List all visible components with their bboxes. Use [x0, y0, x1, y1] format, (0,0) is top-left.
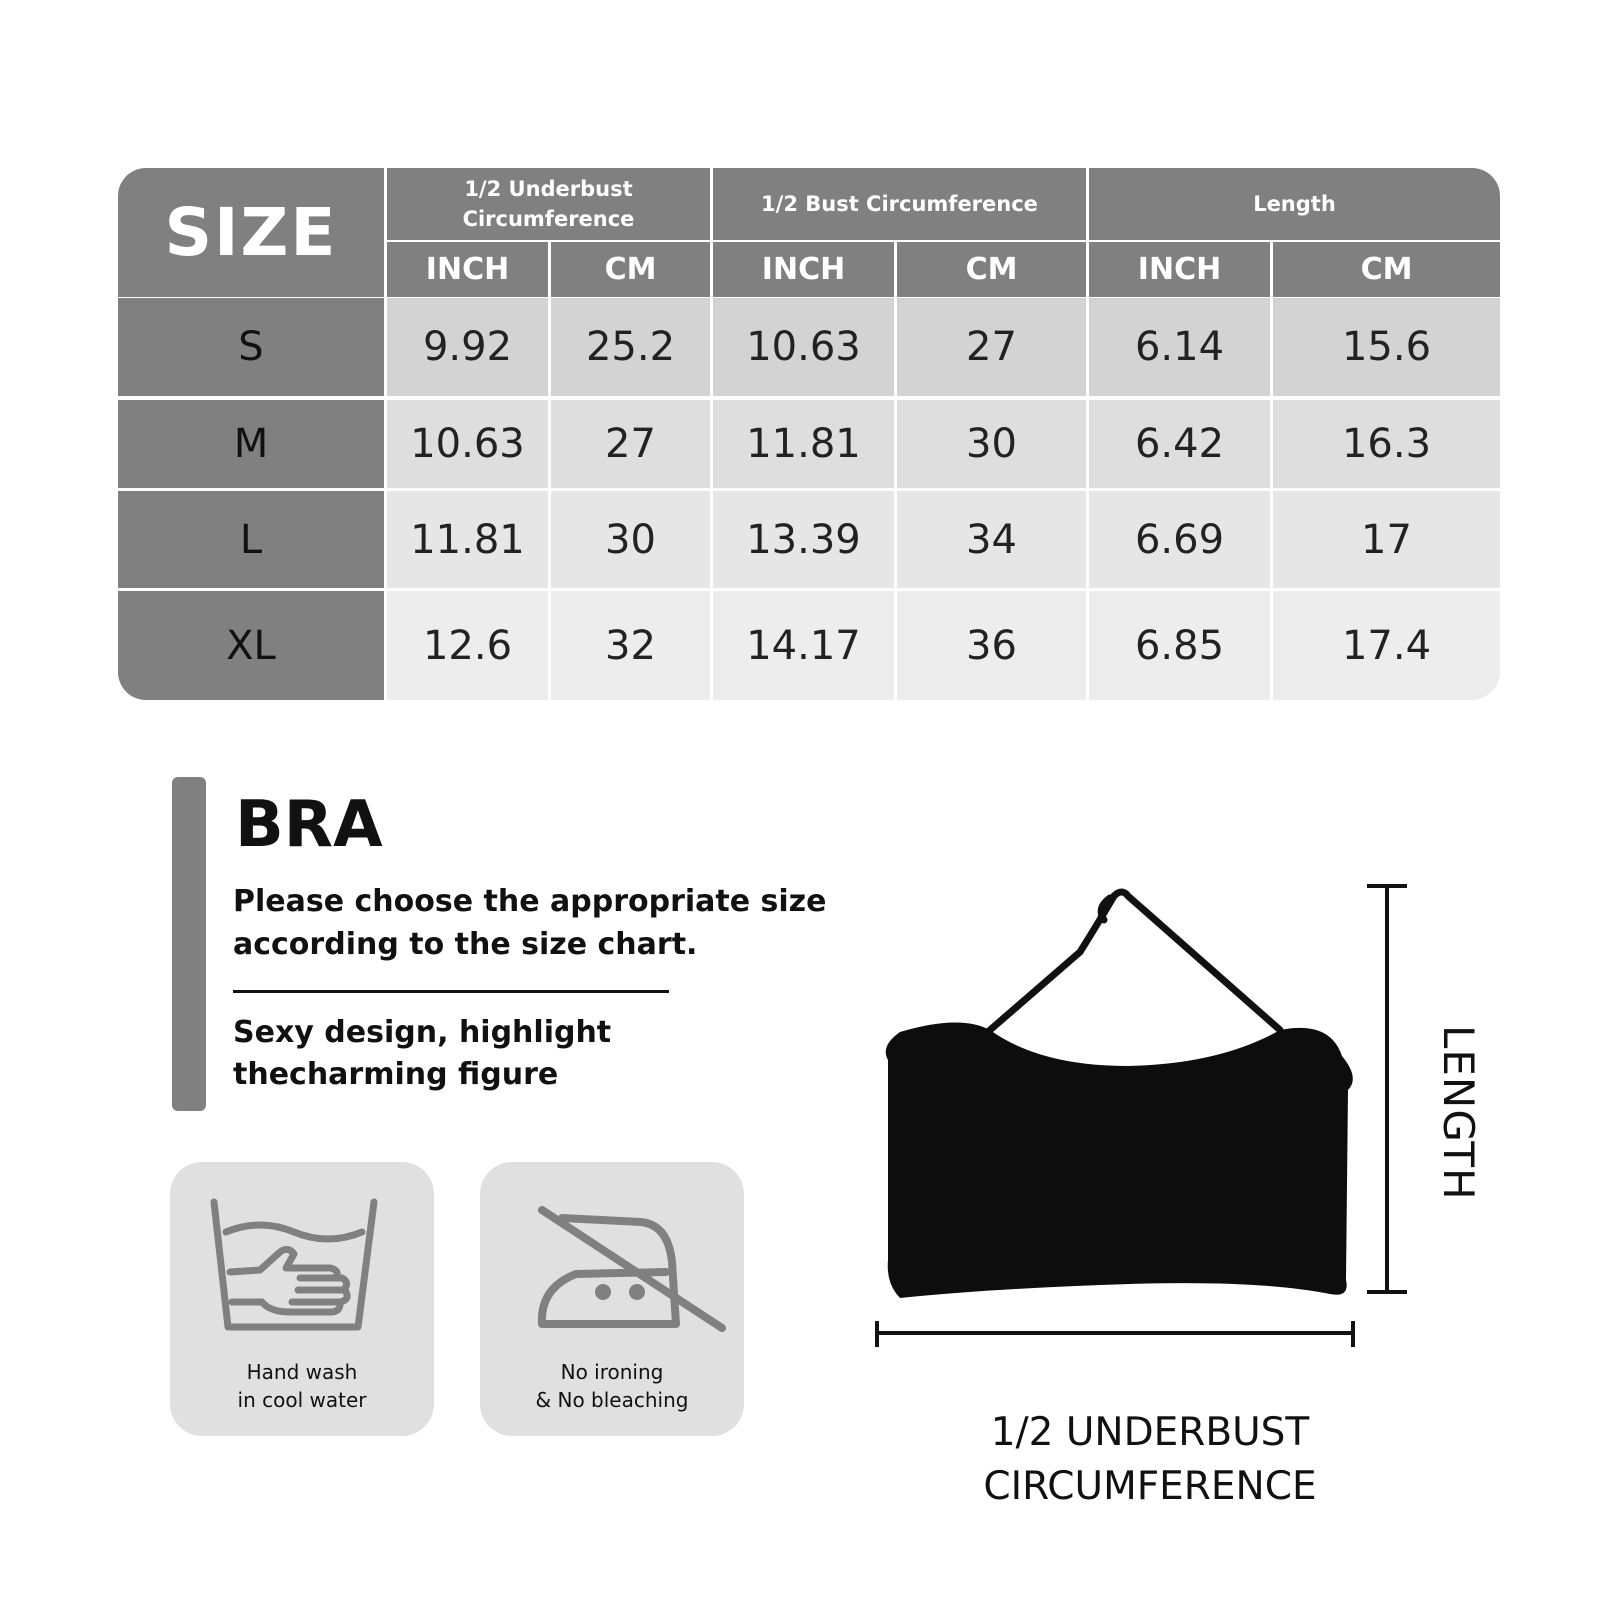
- size-instruction-text: Please choose the appropriate size according to the size chart.: [233, 884, 827, 962]
- care-label: Hand wash in cool water: [237, 1360, 367, 1412]
- measurement-cell: 9.92: [387, 298, 548, 396]
- measurement-cell: 6.85: [1089, 591, 1270, 700]
- length-dimension-label: LENGTH: [1434, 1025, 1483, 1201]
- size-cell: XL: [118, 591, 384, 700]
- size-chart-table: [118, 168, 1500, 700]
- measurement-cell: 16.3: [1273, 400, 1500, 488]
- measurement-cell: 27: [551, 400, 710, 488]
- measurement-cell: 25.2: [551, 298, 710, 396]
- column-group-header: 1/2 Bust Circumference: [713, 168, 1086, 240]
- measurement-cell: 6.42: [1089, 400, 1270, 488]
- measurement-cell: 14.17: [713, 591, 894, 700]
- underbust-dimension-label: 1/2 UNDERBUST CIRCUMFERENCE: [983, 1410, 1317, 1509]
- tagline-text: Sexy design, highlight thecharming figure: [233, 1015, 612, 1092]
- measurement-cell: 11.81: [713, 400, 894, 488]
- care-label: No ironing & No bleaching: [535, 1360, 689, 1412]
- unit-header: INCH: [1089, 242, 1270, 297]
- bra-product-illustration: [860, 880, 1520, 1360]
- column-group-header: Length: [1089, 168, 1500, 240]
- measurement-cell: 30: [551, 491, 710, 588]
- unit-header: INCH: [713, 242, 894, 297]
- no-ironing-icon: [480, 1162, 744, 1362]
- unit-header: CM: [551, 242, 710, 297]
- size-cell: S: [118, 298, 384, 396]
- measurement-cell: 10.63: [713, 298, 894, 396]
- size-cell: M: [118, 400, 384, 488]
- hand-wash-icon: [170, 1162, 434, 1362]
- measurement-cell: 30: [897, 400, 1086, 488]
- column-group-header: 1/2 Underbust Circumference: [387, 168, 710, 240]
- unit-header: CM: [1273, 242, 1500, 297]
- size-header: SIZE: [118, 168, 384, 297]
- measurement-cell: 32: [551, 591, 710, 700]
- care-card-no-ironing: [480, 1162, 744, 1436]
- measurement-cell: 17.4: [1273, 591, 1500, 700]
- measurement-cell: 34: [897, 491, 1086, 588]
- care-card-hand-wash: [170, 1162, 434, 1436]
- measurement-cell: 27: [897, 298, 1086, 396]
- size-cell: L: [118, 491, 384, 588]
- measurement-cell: 6.14: [1089, 298, 1270, 396]
- measurement-cell: 12.6: [387, 591, 548, 700]
- measurement-cell: 36: [897, 591, 1086, 700]
- unit-header: CM: [897, 242, 1086, 297]
- measurement-cell: 15.6: [1273, 298, 1500, 396]
- accent-bar: [172, 777, 206, 1111]
- section-title: BRA: [235, 788, 383, 862]
- measurement-cell: 11.81: [387, 491, 548, 588]
- measurement-cell: 13.39: [713, 491, 894, 588]
- divider: [233, 990, 669, 993]
- measurement-cell: 6.69: [1089, 491, 1270, 588]
- measurement-cell: 17: [1273, 491, 1500, 588]
- unit-header: INCH: [387, 242, 548, 297]
- measurement-cell: 10.63: [387, 400, 548, 488]
